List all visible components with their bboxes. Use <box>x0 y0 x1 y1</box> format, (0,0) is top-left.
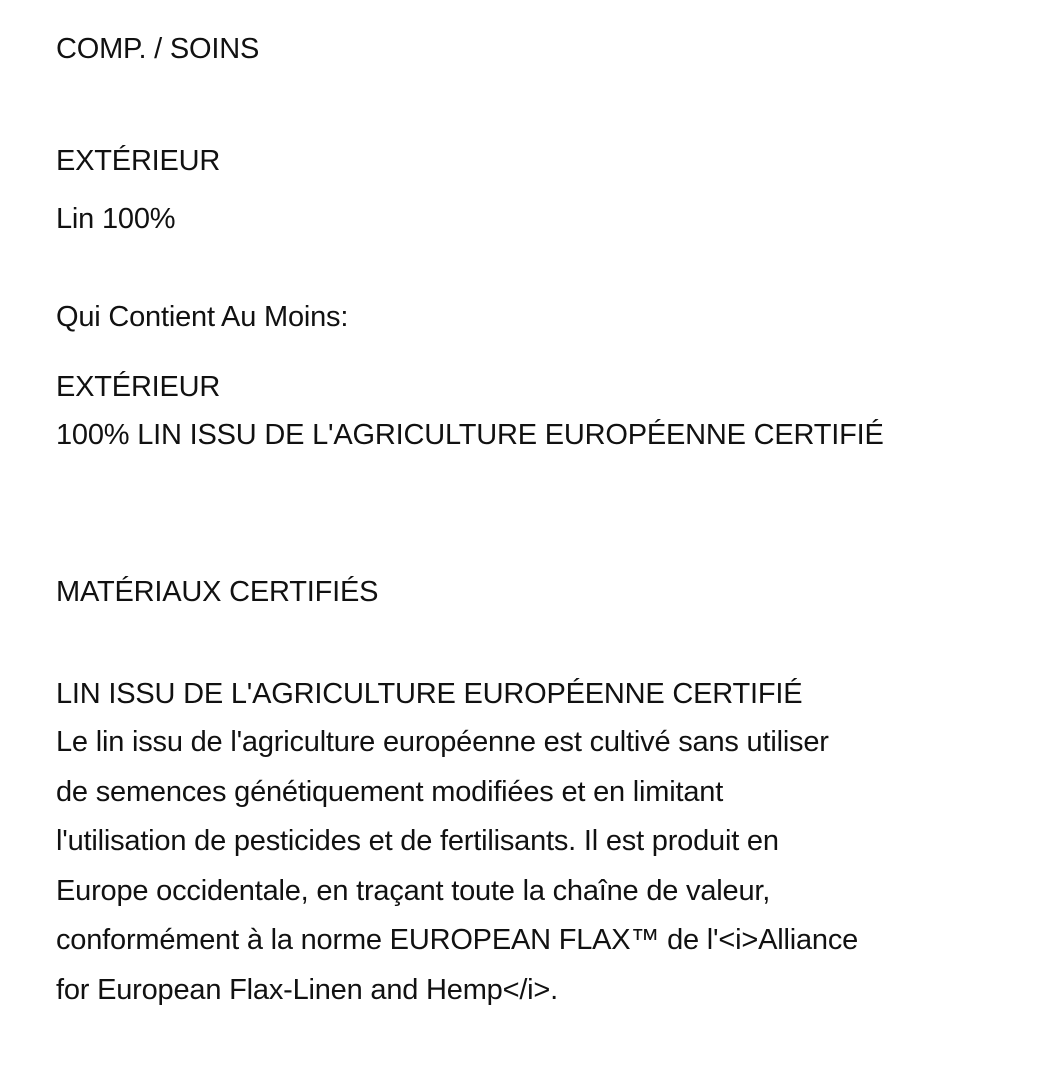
description-line: conformément à la norme EUROPEAN FLAX™ de l'<i>Alliance <box>56 924 859 956</box>
certified-materials-heading: MATÉRIAUX CERTIFIÉS <box>56 576 379 608</box>
description-line: Europe occidentale, en traçant toute la chaîne de valeur, <box>56 874 771 907</box>
description-line: de semences génétiquement modifiées et en limitant <box>56 775 724 808</box>
outer-value: Lin 100% <box>56 203 176 235</box>
certified-item-title: LIN ISSU DE L'AGRICULTURE EUROPÉENNE CERTIFIÉ <box>56 678 803 710</box>
outer-label-2: EXTÉRIEUR <box>56 371 221 403</box>
contains-at-least: Qui Contient Au Moins: <box>56 301 349 333</box>
section-title: COMP. / SOINS <box>56 33 260 65</box>
description-line: l'utilisation de pesticides et de fertilisants. Il est produit en <box>56 825 779 857</box>
outer-label: EXTÉRIEUR <box>56 145 221 177</box>
description-line: Le lin issu de l'agriculture européenne est cultivé sans utiliser <box>56 726 829 758</box>
outer-value-2: 100% LIN ISSU DE L'AGRICULTURE EUROPÉENNE CERTIFIÉ <box>56 419 884 451</box>
certified-item-description <box>56 718 1016 1015</box>
description-line: for European Flax-Linen and Hemp</i>. <box>56 973 559 1006</box>
